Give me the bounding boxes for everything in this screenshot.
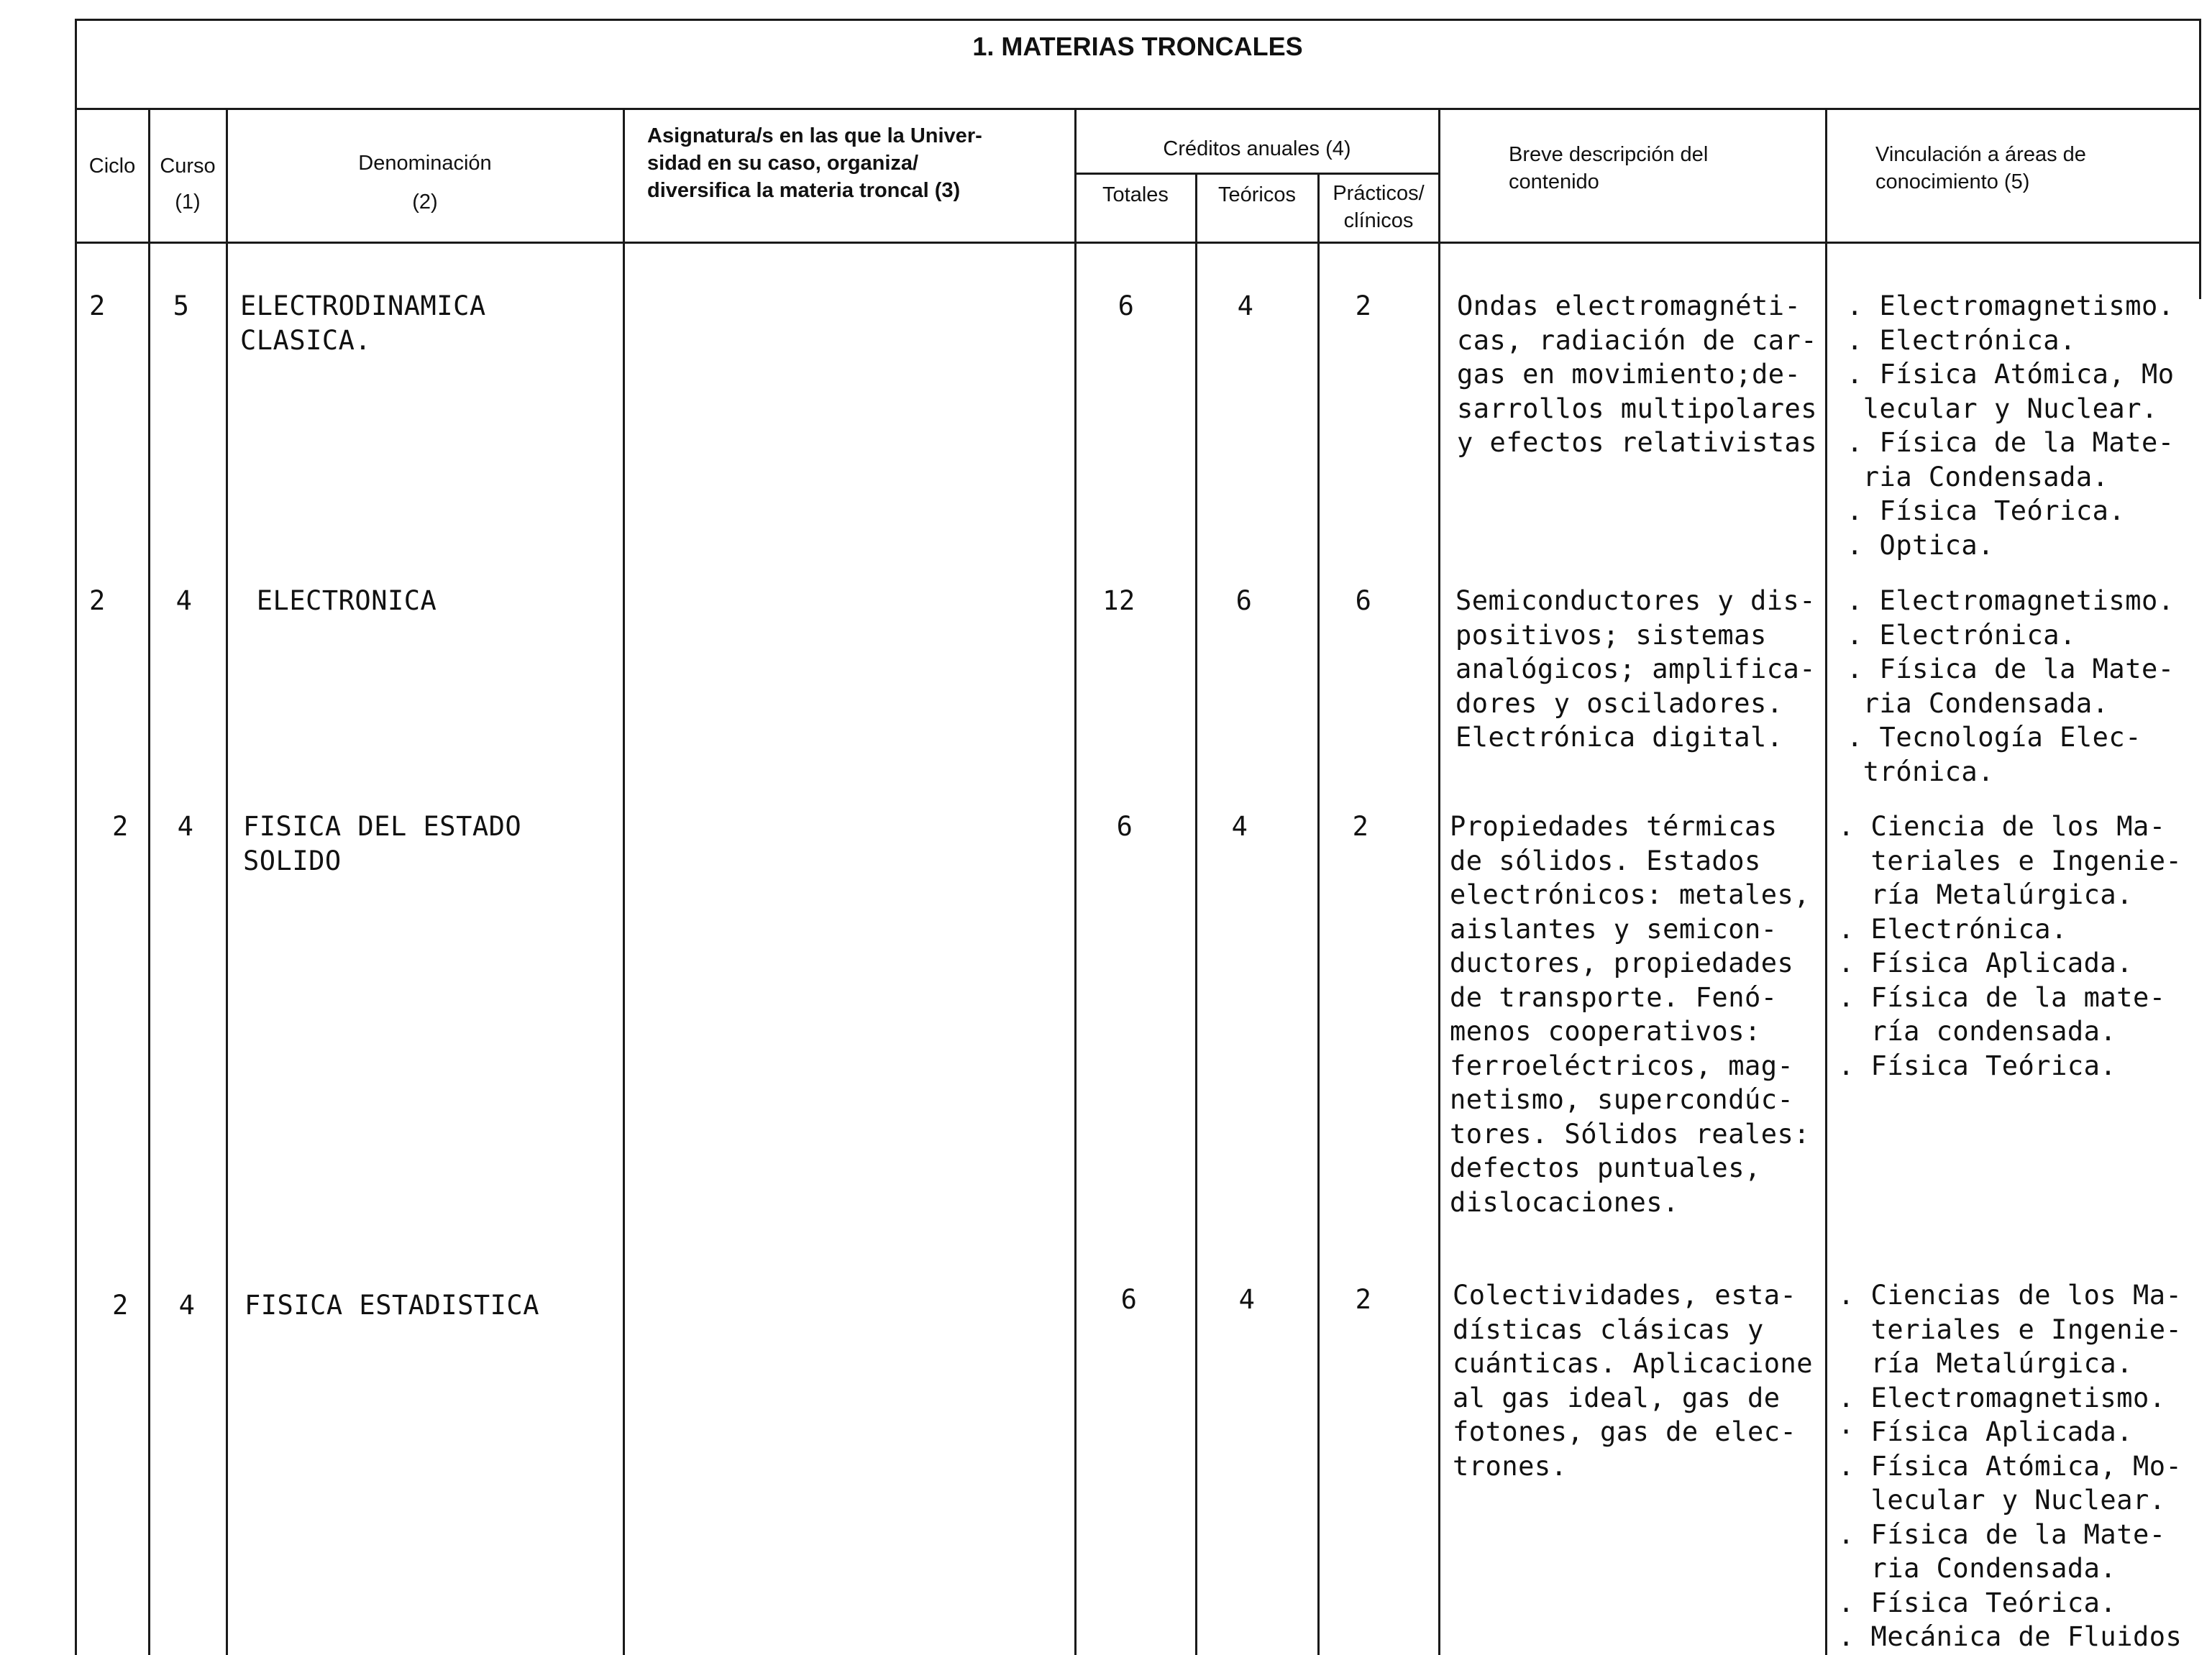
cell-vinculacion: . Electromagnetismo. . Electrónica. . Física de la Mate- ria Condensada. . Tecnología Elec- trónica. xyxy=(1847,585,2175,787)
creditos-sub-rule xyxy=(1074,173,1440,175)
col-sep-teoricos xyxy=(1317,173,1320,1655)
col-sep-asignatura xyxy=(1074,108,1077,1655)
cell-totales: 6 xyxy=(1118,290,1135,321)
col-sep-curso xyxy=(226,108,228,1655)
header-bottom-rule xyxy=(75,242,2200,244)
cell-curso: 4 xyxy=(178,1290,196,1321)
cell-teoricos: 4 xyxy=(1231,811,1248,842)
cell-denominacion: ELECTRODINAMICA CLASICA. xyxy=(240,290,486,356)
cell-vinculacion: . Ciencias de los Ma- teriales e Ingenie- ría Metalúrgica. . Electromagnetismo. · Física Aplicada. . Física Atómica, Mo- lecular y Nuclear. . Física de la Mate- ria Condensada. . Física Teórica. . Mecánica de Fluidos xyxy=(1838,1280,2183,1652)
cell-teoricos: 4 xyxy=(1238,1284,1256,1315)
cell-totales: 6 xyxy=(1120,1284,1138,1315)
col-sep-denominacion xyxy=(623,108,625,1655)
header-ciclo: Ciclo xyxy=(88,155,136,178)
cell-curso: 5 xyxy=(173,290,190,321)
cell-ciclo: 2 xyxy=(89,585,106,616)
cell-denominacion: ELECTRONICA xyxy=(240,585,437,616)
cell-practicos: 2 xyxy=(1352,811,1369,842)
cell-totales: 12 xyxy=(1102,585,1135,616)
cell-practicos: 2 xyxy=(1355,1284,1372,1315)
cell-vinculacion: . Electromagnetismo. . Electrónica. . Física Atómica, Mo lecular y Nuclear. . Física de la Mate- ria Condensada. . Física Teórica. . Optica. xyxy=(1847,290,2175,561)
header-denominacion: Denominación xyxy=(358,152,492,175)
cell-descripcion: Ondas electromagnéti- cas, radiación de car- gas en movimiento;de- sarrollos multipolares y efectos relativistas xyxy=(1457,290,1818,458)
header-creditos: Créditos anuales (4) xyxy=(1163,137,1351,160)
cell-denominacion: FISICA DEL ESTADO SOLIDO xyxy=(243,811,522,876)
header-curso: Curso xyxy=(160,155,216,178)
header-denominacion-note: (2) xyxy=(412,191,438,214)
col-sep-descripcion xyxy=(1825,108,1827,1655)
cell-practicos: 6 xyxy=(1355,585,1372,616)
header-curso-note: (1) xyxy=(175,191,201,214)
cell-descripcion: Propiedades térmicas de sólidos. Estados electrónicos: metales, aislantes y semicon- ductores, propiedades de transporte. Fenó- menos cooperativos: ferroeléctricos, mag- netismo, supercondúc- tores. Sólidos reales: defectos puntuales, dislocaciones. xyxy=(1450,811,1811,1218)
cell-teoricos: 6 xyxy=(1235,585,1253,616)
cell-totales: 6 xyxy=(1116,811,1133,842)
cell-teoricos: 4 xyxy=(1237,290,1254,321)
header-teoricos: Teóricos xyxy=(1218,183,1296,206)
cell-ciclo: 2 xyxy=(89,290,106,321)
cell-ciclo: 2 xyxy=(112,811,129,842)
header-descripcion: Breve descripción del contenido xyxy=(1509,143,1709,193)
left-border xyxy=(75,19,77,1655)
col-sep-totales xyxy=(1195,173,1197,1655)
cell-descripcion: Semiconductores y dis- positivos; sistemas analógicos; amplifica- dores y osciladores. Electrónica digital. xyxy=(1455,585,1816,753)
cell-descripcion: Colectividades, esta- dísticas clásicas y cuánticas. Aplicacione al gas ideal, gas de fotones, gas de elec- trones. xyxy=(1453,1280,1814,1482)
col-sep-practicos xyxy=(1438,108,1440,1655)
cell-denominacion: FISICA ESTADISTICA xyxy=(244,1290,539,1321)
table-title: 1. MATERIAS TRONCALES xyxy=(972,32,1303,61)
cell-practicos: 2 xyxy=(1355,290,1372,321)
title-bottom-rule xyxy=(75,108,2200,110)
cell-vinculacion: . Ciencia de los Ma- teriales e Ingenie- ría Metalúrgica. . Electrónica. . Física Aplicada. . Física de la mate- ría condensada. . Física Teórica. xyxy=(1838,811,2183,1081)
top-border xyxy=(75,19,2200,21)
header-vinculacion: Vinculación a áreas de conocimiento (5) xyxy=(1875,143,2086,193)
header-asignatura: Asignatura/s en las que la Univer- sidad en su caso, organiza/ diversifica la materia troncal (3) xyxy=(647,124,982,202)
header-totales: Totales xyxy=(1102,183,1169,206)
header-practicos: Prácticos/ clínicos xyxy=(1333,182,1425,232)
cell-curso: 4 xyxy=(175,585,193,616)
cell-ciclo: 2 xyxy=(112,1290,129,1321)
cell-curso: 4 xyxy=(177,811,194,842)
col-sep-ciclo xyxy=(148,108,150,1655)
